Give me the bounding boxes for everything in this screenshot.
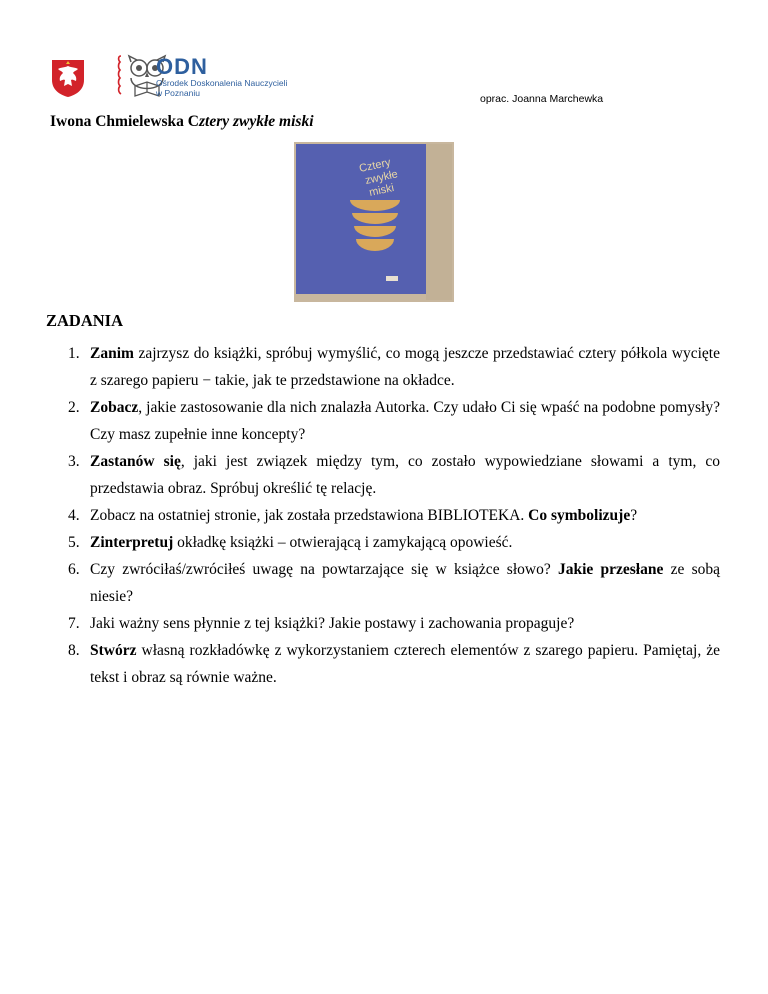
org-short-name: ODN: [156, 54, 208, 79]
title-author: Iwona Chmielewska C: [50, 113, 199, 130]
task-item: 4. Zobacz na ostatniej stronie, jak została przedstawiona BIBLIOTEKA. Co symbolizuje?: [68, 507, 638, 524]
author-note: oprac. Joanna Marchewka: [480, 93, 604, 105]
task-list: [68, 340, 721, 691]
task-item: 1. Zanim zajrzysz do książki, spróbuj wymyślić, co mogą jeszcze przedstawiać cztery półkola wycięte z szarego papieru − takie, jak te przedstawione na okładce.: [68, 345, 720, 389]
task-item: 2. Zobacz, jakie zastosowanie dla nich znalazła Autorka. Czy udało Ci się wpaść na podobne pomysły? Czy masz zupełnie inne koncepty?: [68, 399, 720, 443]
task-item: 8. Stwórz własną rozkładówkę z wykorzystaniem czterech elementów z szarego papieru. Pamiętaj, że tekst i obraz są równie ważne.: [68, 642, 720, 686]
cover-title-line-2: zwykłe: [364, 168, 399, 187]
header-logos: [50, 52, 300, 106]
task-item: 3. Zastanów się, jaki jest związek między tym, co zostało wypowiedziane słowami a tym, co przedstawia obraz. Spróbuj określić tę relację.: [68, 453, 720, 497]
task-item: 7. Jaki ważny sens płynnie z tej książki? Jakie postawy i zachowania propaguje?: [68, 615, 575, 632]
org-line-2: w Poznaniu: [156, 88, 200, 98]
book-cover-image: [294, 142, 454, 302]
task-item: 5. Zinterpretuj okładkę książki – otwierającą i zamykającą opowieść.: [68, 534, 513, 551]
section-heading: ZADANIA: [46, 311, 124, 330]
org-line-1: Ośrodek Doskonalenia Nauczycieli: [156, 78, 288, 88]
title-book: ztery zwykłe miski: [198, 113, 314, 130]
task-item: 6. Czy zwróciłaś/zwróciłeś uwagę na powtarzające się w książce słowo? Jakie przesłane ze sobą niesie?: [68, 561, 721, 605]
eagle-crest-icon: [50, 58, 86, 98]
odn-brand: [156, 56, 287, 98]
document-title: [50, 113, 314, 131]
cover-title-line-3: miski: [368, 181, 396, 199]
cover-title-line-1: Cztery: [358, 156, 392, 175]
